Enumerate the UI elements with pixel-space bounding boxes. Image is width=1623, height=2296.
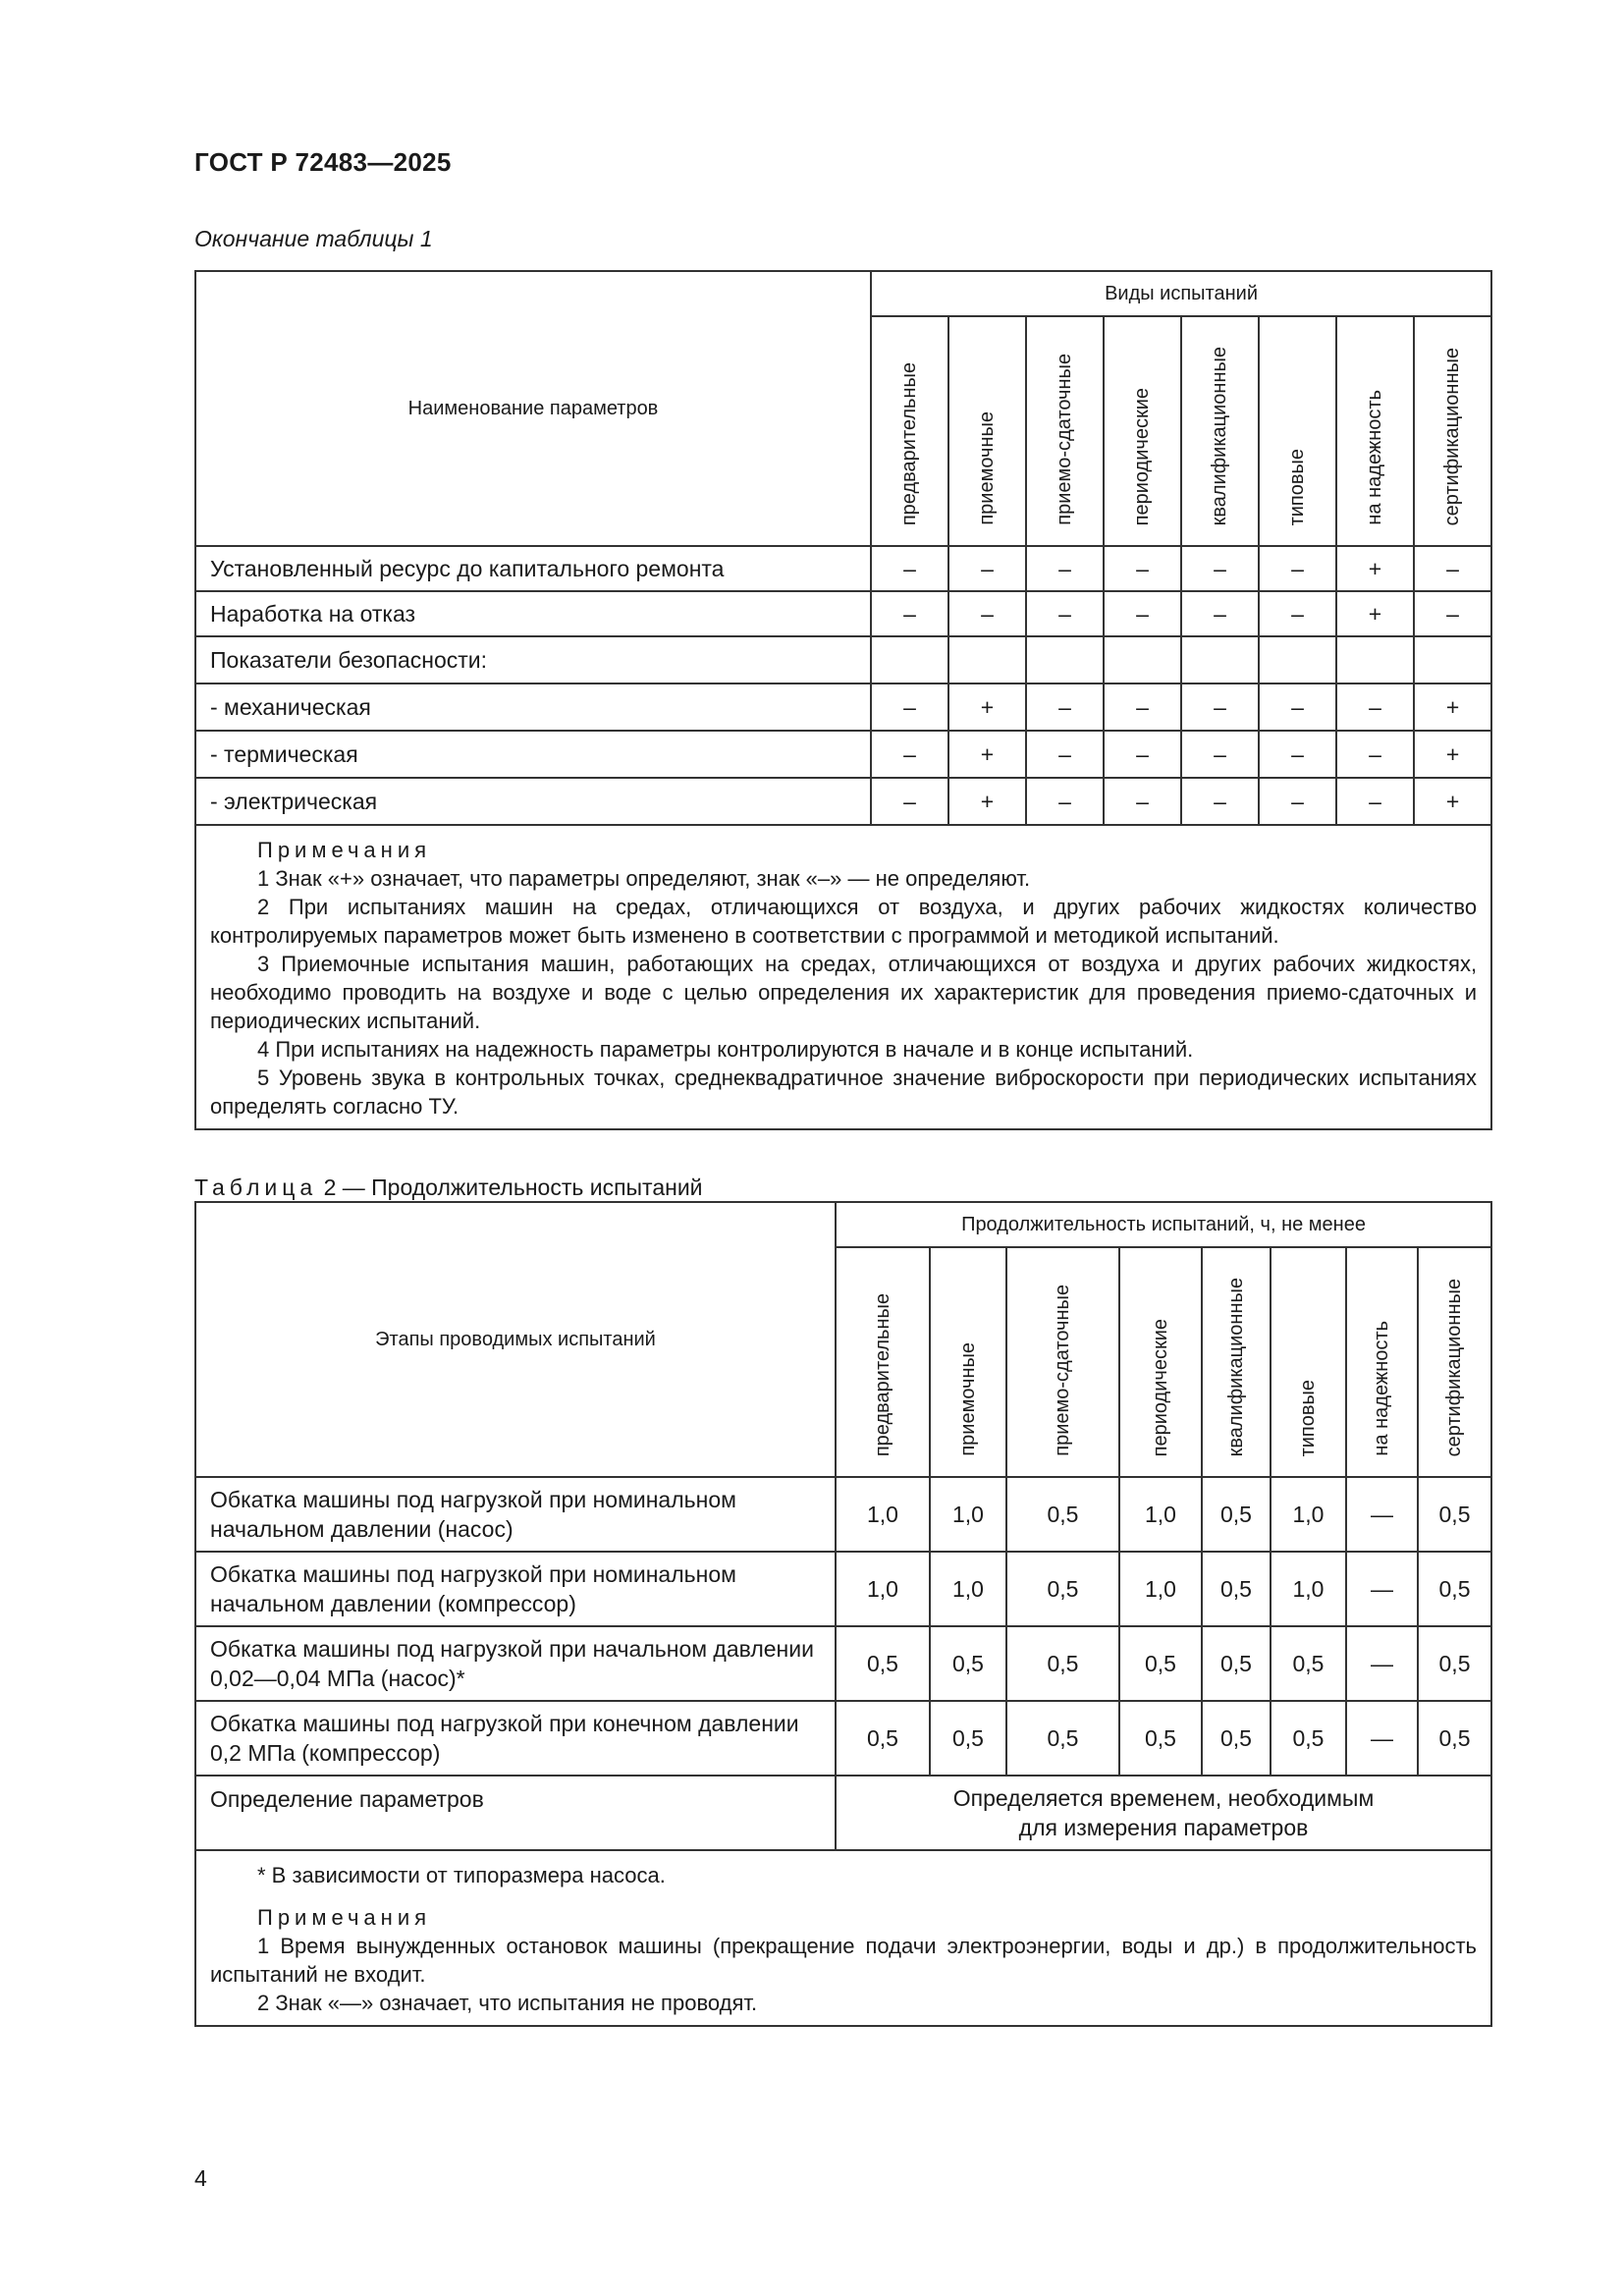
table2-cell: 0,5 — [930, 1626, 1006, 1701]
table2-cell: 0,5 — [836, 1701, 930, 1776]
table1-cell: – — [948, 591, 1026, 636]
table1-cell: + — [1336, 546, 1414, 591]
table1-cell: – — [1336, 731, 1414, 778]
table1-caption: Окончание таблицы 1 — [194, 226, 433, 251]
table2-cell: — — [1346, 1552, 1418, 1626]
table1-cell: – — [1336, 683, 1414, 731]
table2-cell: 0,5 — [1202, 1701, 1271, 1776]
table1-cell — [1259, 636, 1336, 683]
table1-cell: – — [1181, 591, 1259, 636]
table1-cell: + — [948, 778, 1026, 825]
table1-row-name: Наработка на отказ — [195, 591, 871, 636]
table2-merged-line: для измерения параметров — [1018, 1815, 1309, 1840]
table1-cell: – — [1259, 731, 1336, 778]
table1-cell: – — [1181, 546, 1259, 591]
table2-notes — [195, 1850, 1491, 2026]
table2-note: 1 Время вынужденных остановок машины (прекращение подачи электроэнергии, воды и др.) в продолжительность испытаний не входит. — [210, 1934, 1478, 1987]
document-code: ГОСТ Р 72483—2025 — [194, 147, 452, 177]
table1-cell: – — [1259, 546, 1336, 591]
table2-cell: 1,0 — [836, 1477, 930, 1552]
table2-cell: 1,0 — [930, 1477, 1006, 1552]
table2-cell: 1,0 — [1119, 1552, 1202, 1626]
table-row — [195, 1477, 1491, 1552]
table-row — [195, 683, 1491, 731]
table2-cell: 1,0 — [930, 1552, 1006, 1626]
table2-cell: 0,5 — [1202, 1477, 1271, 1552]
table2-col-header: на надежность — [1346, 1247, 1418, 1477]
table2-col-header: типовые — [1271, 1247, 1346, 1477]
table1-col-header: предварительные — [871, 316, 948, 546]
table1-cell: – — [1104, 591, 1181, 636]
table1-note: 5 Уровень звука в контрольных точках, среднеквадратичное значение виброскорости при периодических испытаниях определять согласно ТУ. — [210, 1066, 1478, 1119]
table1-cell — [1336, 636, 1414, 683]
table2-cell: 0,5 — [1006, 1477, 1119, 1552]
table2-cell: 0,5 — [1418, 1626, 1491, 1701]
table1-cell — [948, 636, 1026, 683]
table2-cell: 0,5 — [1006, 1552, 1119, 1626]
table1 — [194, 270, 1492, 1130]
table1-safety-title: Показатели безопасности: — [195, 636, 871, 683]
table1-notes-title: Примечания — [257, 838, 432, 862]
table2-row-name: Обкатка машины под нагрузкой при номинальном начальном давлении (компрессор) — [195, 1552, 836, 1626]
table2-row-name: Обкатка машины под нагрузкой при конечном давлении 0,2 МПа (компрессор) — [195, 1701, 836, 1776]
table1-group-header: Виды испытаний — [871, 271, 1491, 316]
table2-col-header: приемочные — [930, 1247, 1006, 1477]
table-row — [195, 1552, 1491, 1626]
table1-cell: – — [1026, 731, 1104, 778]
table2-cell: 0,5 — [930, 1701, 1006, 1776]
table1-cell: – — [871, 546, 948, 591]
table1-row-name: Установленный ресурс до капитального ремонта — [195, 546, 871, 591]
table1-cell: – — [1414, 591, 1491, 636]
table1-cell: – — [1336, 778, 1414, 825]
table-row — [195, 591, 1491, 636]
table2-cell: 0,5 — [1418, 1477, 1491, 1552]
table1-cell: – — [1414, 546, 1491, 591]
table1-cell: – — [1181, 731, 1259, 778]
table2-row-name: Определение параметров — [195, 1776, 836, 1850]
table2-cell: 0,5 — [1418, 1701, 1491, 1776]
table1-cell: + — [1414, 778, 1491, 825]
table2-cell: 0,5 — [1119, 1626, 1202, 1701]
table1-col-header: типовые — [1259, 316, 1336, 546]
table2-note: 2 Знак «—» означает, что испытания не проводят. — [257, 1991, 758, 2015]
table2-cell: 1,0 — [1119, 1477, 1202, 1552]
table2-caption — [194, 1175, 703, 1201]
table2-col-header: приемо-сдаточные — [1006, 1247, 1119, 1477]
table2-caption-word: Таблица — [194, 1175, 318, 1200]
table2-cell: 1,0 — [1271, 1552, 1346, 1626]
table-row — [195, 546, 1491, 591]
table1-cell: – — [1104, 546, 1181, 591]
table1-cell: + — [948, 683, 1026, 731]
table2-row-name: Обкатка машины под нагрузкой при начальном давлении 0,02—0,04 МПа (насос)* — [195, 1626, 836, 1701]
table1-cell: + — [1414, 683, 1491, 731]
table1-param-header: Наименование параметров — [195, 271, 871, 546]
table2-col-header: сертификационные — [1418, 1247, 1491, 1477]
table2-cell: 0,5 — [836, 1626, 930, 1701]
table1-col-header: квалификационные — [1181, 316, 1259, 546]
table2-cell: — — [1346, 1626, 1418, 1701]
table2-merged-line: Определяется временем, необходимым — [952, 1785, 1375, 1811]
table1-cell: – — [1026, 546, 1104, 591]
table1-row-name: - механическая — [195, 683, 871, 731]
table-row — [195, 731, 1491, 778]
table1-note: 4 При испытаниях на надежность параметры контролируются в начале и в конце испытаний. — [257, 1037, 1194, 1062]
table1-row-name: - термическая — [195, 731, 871, 778]
table1-cell — [1026, 636, 1104, 683]
table2-cell: 1,0 — [836, 1552, 930, 1626]
table2-merged-cell — [836, 1776, 1491, 1850]
table1-cell: – — [1026, 778, 1104, 825]
table1-cell: – — [871, 731, 948, 778]
table2-caption-text: 2 — Продолжительность испытаний — [317, 1175, 703, 1200]
table2-cell: 0,5 — [1202, 1552, 1271, 1626]
table2-row-name: Обкатка машины под нагрузкой при номинальном начальном давлении (насос) — [195, 1477, 836, 1552]
table1-cell: – — [948, 546, 1026, 591]
table-row — [195, 778, 1491, 825]
table1-cell: – — [871, 591, 948, 636]
table1-note: 1 Знак «+» означает, что параметры определяют, знак «–» — не определяют. — [257, 866, 1031, 891]
table2-cell: 0,5 — [1006, 1701, 1119, 1776]
table1-col-header: приемочные — [948, 316, 1026, 546]
table1-cell: – — [1259, 683, 1336, 731]
table1-cell: – — [1259, 778, 1336, 825]
page-number: 4 — [194, 2165, 207, 2191]
table1-cell: + — [1336, 591, 1414, 636]
table1-cell — [1414, 636, 1491, 683]
table2-notes-title: Примечания — [257, 1905, 432, 1930]
table1-cell: – — [1181, 778, 1259, 825]
table1-cell: – — [1026, 683, 1104, 731]
table2-cell: 0,5 — [1006, 1626, 1119, 1701]
table2-cell: — — [1346, 1701, 1418, 1776]
table2-stage-header: Этапы проводимых испытаний — [195, 1202, 836, 1477]
table1-row-name: - электрическая — [195, 778, 871, 825]
table1-col-header: на надежность — [1336, 316, 1414, 546]
table2-cell: 0,5 — [1271, 1701, 1346, 1776]
table-row — [195, 1776, 1491, 1850]
table-row — [195, 1626, 1491, 1701]
table1-cell: – — [1104, 731, 1181, 778]
table2-col-header: предварительные — [836, 1247, 930, 1477]
table2-cell: 0,5 — [1202, 1626, 1271, 1701]
table1-col-header: периодические — [1104, 316, 1181, 546]
table1-notes — [195, 825, 1491, 1129]
table2-col-header: периодические — [1119, 1247, 1202, 1477]
table1-note: 2 При испытаниях машин на средах, отличающихся от воздуха, и других рабочих жидкостях количество контролируемых параметров может быть изменено в соответствии с программой и методикой испытаний. — [210, 895, 1478, 948]
table1-cell: – — [1259, 591, 1336, 636]
table-row — [195, 1701, 1491, 1776]
table1-cell — [871, 636, 948, 683]
table1-cell: – — [871, 778, 948, 825]
table2-cell: 0,5 — [1418, 1552, 1491, 1626]
table2-footnote: * В зависимости от типоразмера насоса. — [257, 1863, 666, 1887]
table1-cell: – — [871, 683, 948, 731]
table2-cell: 0,5 — [1271, 1626, 1346, 1701]
table1-col-header: сертификационные — [1414, 316, 1491, 546]
table-row — [195, 636, 1491, 683]
table1-cell: – — [1104, 683, 1181, 731]
table2-cell: 1,0 — [1271, 1477, 1346, 1552]
table2-cell: — — [1346, 1477, 1418, 1552]
table1-cell: – — [1026, 591, 1104, 636]
table2 — [194, 1201, 1492, 2027]
table1-cell: – — [1104, 778, 1181, 825]
table1-cell — [1104, 636, 1181, 683]
table1-cell — [1181, 636, 1259, 683]
table1-col-header: приемо-сдаточные — [1026, 316, 1104, 546]
table1-cell: – — [1181, 683, 1259, 731]
table1-cell: + — [1414, 731, 1491, 778]
table2-cell: 0,5 — [1119, 1701, 1202, 1776]
table1-note: 3 Приемочные испытания машин, работающих на средах, отличающихся от воздуха и других рабочих жидкостях, необходимо проводить на воздухе и воде с целью определения их характеристик для проведения приемо-сдаточных и периодических испытаний. — [210, 952, 1478, 1033]
table1-cell: + — [948, 731, 1026, 778]
table2-group-header: Продолжительность испытаний, ч, не менее — [836, 1202, 1491, 1247]
table2-col-header: квалификационные — [1202, 1247, 1271, 1477]
